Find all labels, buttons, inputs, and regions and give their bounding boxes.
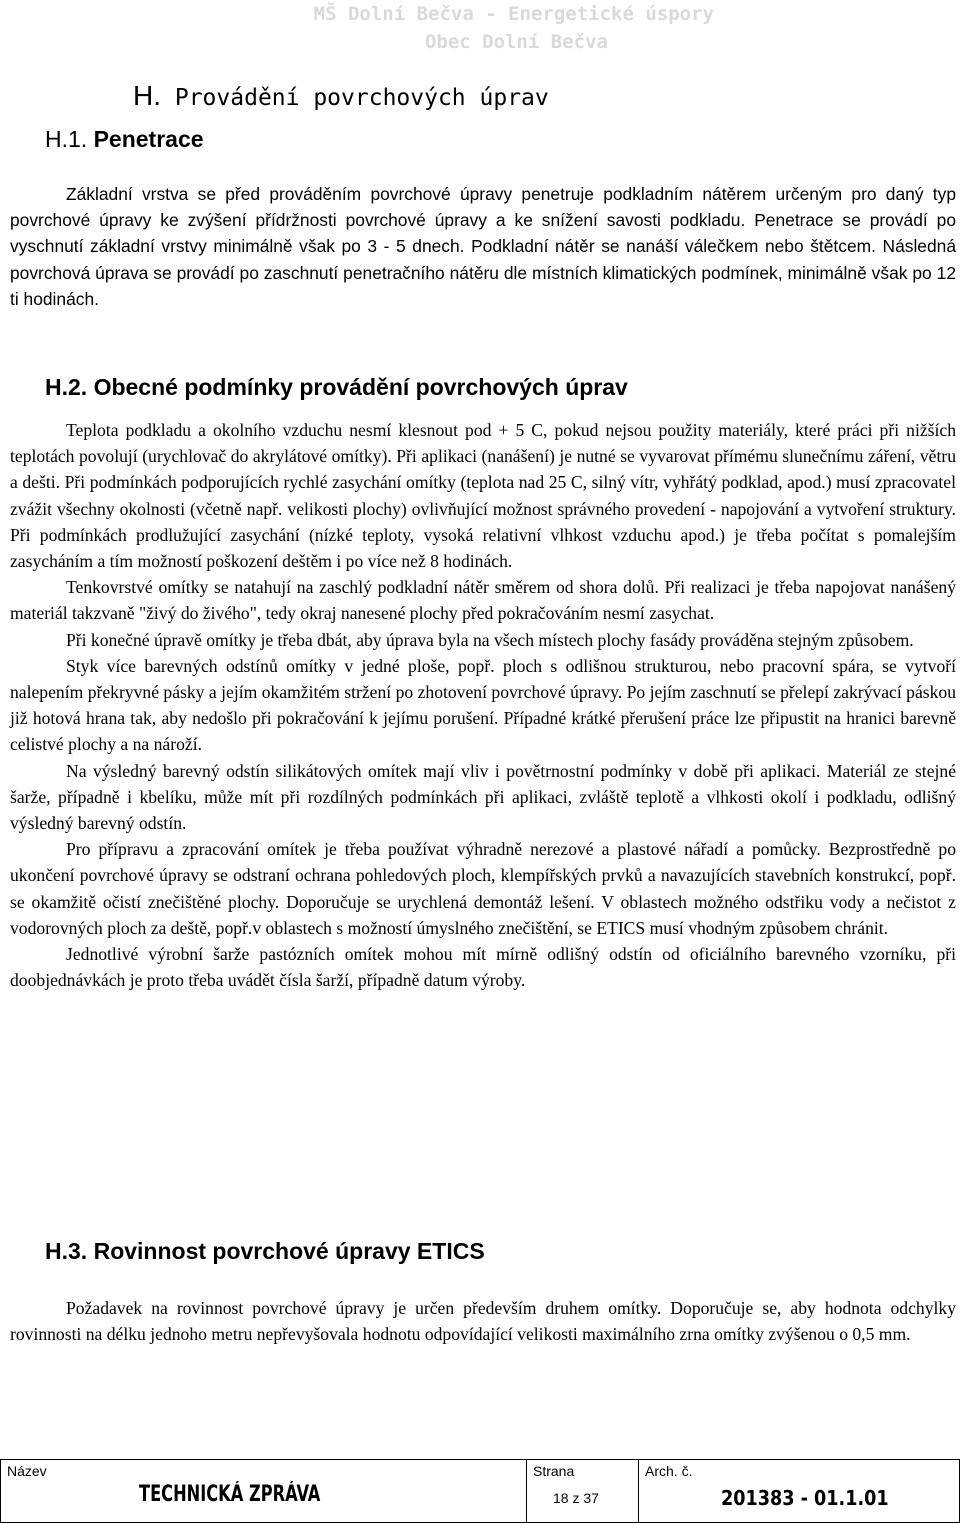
- title-block-name-cell: [0, 1460, 526, 1522]
- heading-h3-number: H.3.: [45, 1238, 88, 1264]
- penetrace-paragraph: Základní vrstva se před prováděním povrchové úpravy penetruje podkladním nátěrem určeným pro daný typ povrchové úpravy ke zvýšení přídržnosti povrchové úpravy a ke snížení savosti podkladu. Penetrace se provádí po vyschnutí základní vrstvy minimálně však po 3 - 5 dnech. Podkladní nátěr se nanáší válečkem nebo štětcem. Následná povrchová úprava se provádí po zaschnutí penetračního nátěru dle místních klimatických podmínek, minimálně však po 12 ti hodinách.: [10, 184, 956, 309]
- conditions-paragraph-2: Tenkovrstvé omítky se natahují na zaschlý podkladní nátěr směrem od shora dolů. Při realizaci je třeba napojovat nanášený materiál takzvaně "živý do živého", tedy okraj nanesené plochy před pokračováním nesmí zasychat.: [10, 577, 956, 624]
- title-block-page-cell: [526, 1460, 638, 1522]
- archive-number: 201383 - 01.1.01: [721, 1486, 889, 1510]
- flatness-body: [10, 1295, 956, 1347]
- heading-h2-title: Obecné podmínky provádění povrchových úprav: [93, 374, 628, 400]
- conditions-paragraph-4: Styk více barevných odstínů omítky v jedné ploše, popř. ploch s odlišnou strukturou, nebo pracovní spára, se vytvoří nalepením překryvné pásky a jejím okamžitém stržení po zhotovení povrchové úpravy. Po jejím zaschnutí se přelepí zakrývací páskou již hotová hrana tak, aby nedošlo při pokračování k jejímu porušení. Případné krátké přerušení práce lze připustit na hranici barevně celistvé plochy a na nároží.: [10, 655, 956, 755]
- heading-h2-number: H.2.: [45, 374, 88, 400]
- heading-h3-title: Rovinnost povrchové úpravy ETICS: [93, 1238, 485, 1264]
- section-title: Provádění povrchových úprav: [174, 85, 549, 111]
- general-conditions-body: [10, 417, 956, 993]
- conditions-paragraph-6: Pro přípravu a zpracování omítek je třeba používat výhradně nerezové a plastové nářadí a pomůcky. Bezprostředně po ukončení povrchové úpravy se odstraní ochrana pohledových ploch, klempířských prvků a navazujících stavebních konstrukcí, popř. se okamžitě očistí znečištěné plochy. Doporučuje se urychlená demontáž lešení. V oblastech možného odstřiku vody a nečistot z vodorovných ploch za deště, popř.v oblastech s možností úmyslného znečištění, se ETICS musí vhodným způsobem chránit.: [10, 839, 956, 938]
- title-block: [0, 1459, 960, 1523]
- title-block-arch-cell: [638, 1460, 960, 1522]
- conditions-paragraph-5: Na výsledný barevný odstín silikátových omítek mají vliv i povětrnostní podmínky v době při aplikaci. Materiál ze stejné šarže, případně i kbelíku, může mít při rozdílných podmínkách při aplikaci, zvláště teplotě a vlhkosti okolí i podkladu, odlišný výsledný barevný odstín.: [10, 760, 956, 834]
- conditions-paragraph-3: Při konečné úpravě omítky je třeba dbát, aby úprava byla na všech místech plochy fasády prováděna stejným způsobem.: [66, 629, 914, 650]
- page-number: 18 z 37: [553, 1490, 599, 1506]
- heading-h1-number: H.1.: [45, 126, 88, 152]
- name-label: Název: [7, 1463, 47, 1479]
- penetrace-body: [10, 181, 956, 312]
- conditions-paragraph-1: Teplota podkladu a okolního vzduchu nesmí klesnout pod + 5 C, pokud nejsou použity materiály, které práci při nižších teplotách povolují (urychlovač do akrylátové omítky). Při aplikaci (nanášení) je nutné se vyvarovat přímému slunečnímu záření, větru a dešti. Při podmínkách podporujících rychlé zasychání omítky (teplota nad 25 C, silný vítr, vyhřátý podklad, apod.) musí zpracovatel zvážit všechny okolnosti (včetně např. velikosti plochy) ovlivňující možnost správného provedení - napojování a vytvoření struktury. Při podmínkách prodlužující zasychání (nízké teploty, vysoká relativní vlhkost vzduchu apod.) je třeba počítat s pomalejším zasycháním a tím možností poškození deštěm i po více než 8 hodinách.: [10, 420, 956, 572]
- heading-h1: [45, 124, 204, 154]
- heading-h1-title: Penetrace: [93, 126, 204, 152]
- header-client: Obec Dolní Bečva: [424, 31, 608, 53]
- section-letter: H.: [133, 80, 161, 111]
- section-heading: [133, 80, 549, 114]
- heading-h3: [45, 1236, 485, 1266]
- header-project-title: MŠ Dolní Bečva - Energetické úspory: [313, 3, 714, 25]
- document-name: TECHNICKÁ ZPRÁVA: [139, 1482, 321, 1507]
- page-label: Strana: [533, 1463, 575, 1479]
- conditions-paragraph-7: Jednotlivé výrobní šarže pastózních omítek mohou mít mírně odlišný odstín od oficiálního barevného vzorníku, při doobjednávkách je proto třeba uvádět čísla šarží, případně datum výroby.: [10, 944, 956, 991]
- arch-label: Arch. č.: [645, 1463, 693, 1479]
- flatness-paragraph: Požadavek na rovinnost povrchové úpravy je určen především druhem omítky. Doporučuje se, aby hodnota odchylky rovinnosti na délku jednoho metru nepřevyšovala hodnotu odpovídající velikosti maximálního zrna omítky zvýšenou o 0,5 mm.: [10, 1298, 956, 1345]
- heading-h2: [45, 372, 628, 402]
